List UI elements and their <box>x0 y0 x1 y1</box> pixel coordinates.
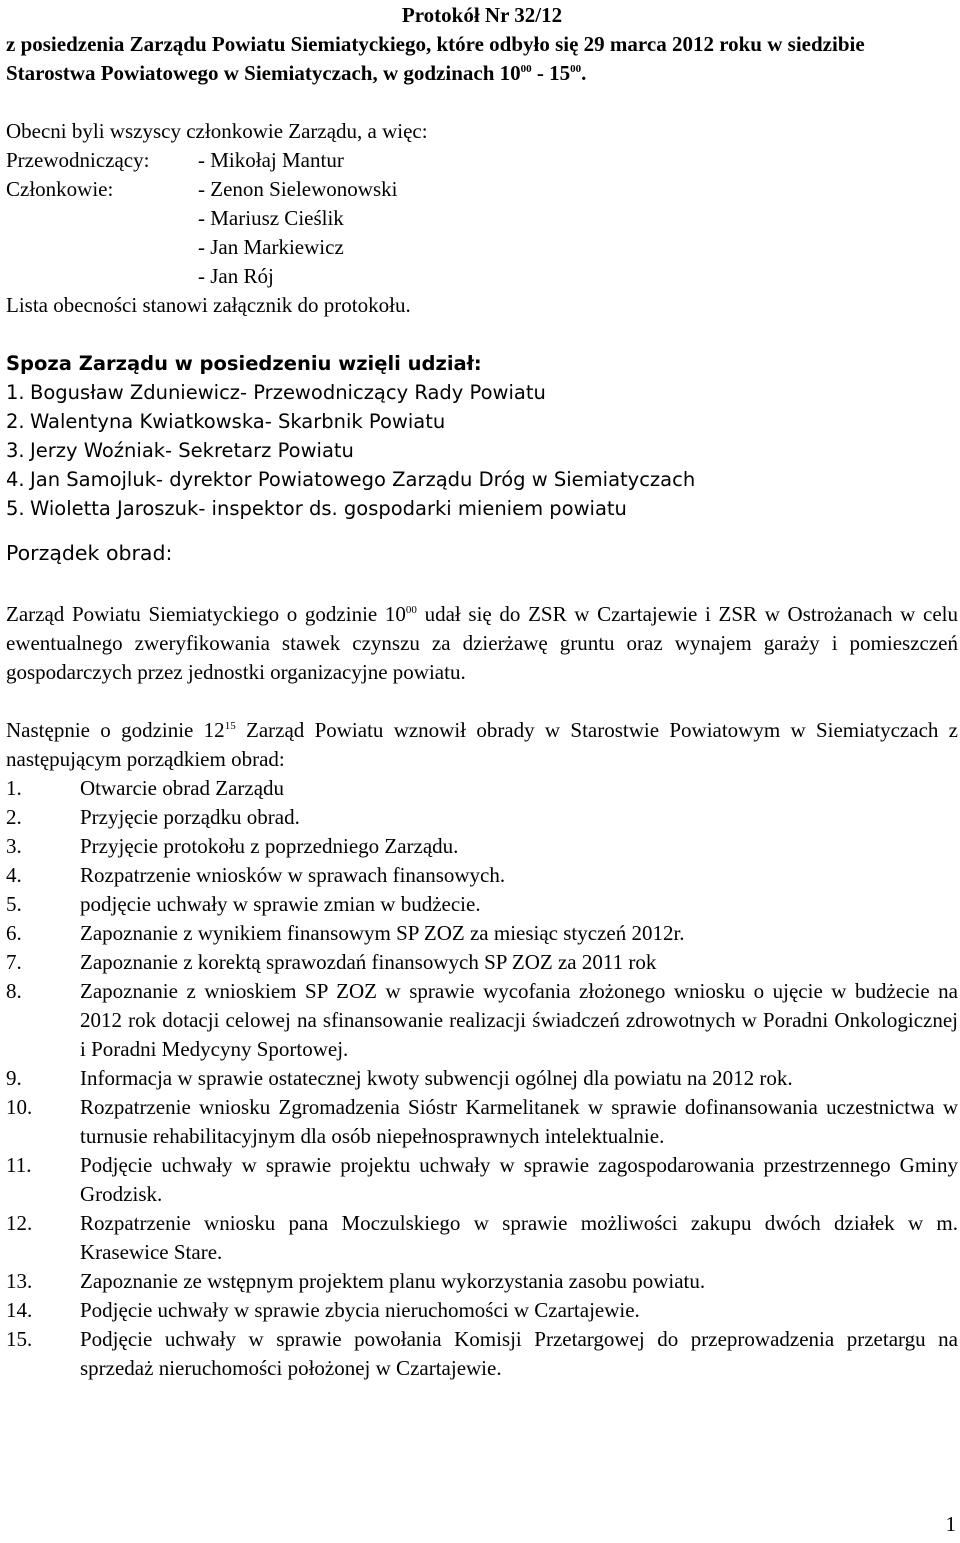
list-item: 2. Przyjęcie porządku obrad. <box>6 805 300 829</box>
page-number: 1 <box>945 1512 956 1536</box>
list-item: 3. Jerzy Woźniak- Sekretarz Powiatu <box>6 439 354 462</box>
list-item: 4. Rozpatrzenie wniosków w sprawach finansowych. <box>6 863 506 887</box>
protocol-title: Protokół Nr 32/12 <box>401 3 563 27</box>
members-label: Członkowie: <box>6 177 114 201</box>
list-item: 2. Walentyna Kwiatkowska- Skarbnik Powiatu <box>6 410 446 433</box>
list-item: 15. Podjęcie uchwały w sprawie powołania Komisji Przetargowej do przeprowadzenia przetargu na sprzedaż nieruchomości położonej w Czartajewie. <box>6 1327 958 1380</box>
member-name: - Jan Markiewicz <box>198 235 344 259</box>
attendance-chair-row <box>6 146 958 175</box>
list-item: 13. Zapoznanie ze wstępnym projektem planu wykorzystania zasobu powiatu. <box>6 1269 706 1293</box>
attendance-members-row <box>6 175 958 204</box>
document-page <box>6 0 958 1383</box>
chair-label: Przewodniczący: <box>6 148 150 172</box>
list-item: 5. podjęcie uchwały w sprawie zmian w budżecie. <box>6 892 481 916</box>
agenda-list <box>6 774 958 1383</box>
subtitle-end: . <box>581 61 587 85</box>
list-item: 4. Jan Samojluk- dyrektor Powiatowego Zarządu Dróg w Siemiatyczach <box>6 468 696 491</box>
list-item: 1. Otwarcie obrad Zarządu <box>6 776 285 800</box>
subtitle-text: z posiedzenia Zarządu Powiatu Siemiatyckiego, które odbyło się 29 marca 2012 roku w siedzibie Starostwa Powiatowego w Siemiatyczach, w godzinach 10 <box>6 32 865 85</box>
list-item: 8. Zapoznanie z wnioskiem SP ZOZ w sprawie wycofania złożonego wniosku o ujęcie w budżecie na 2012 rok dotacji celowej na sfinansowanie realizacji świadczeń zdrowotnych w Poradni Onkologicznej i Poradni Medycyny Sportowej. <box>6 979 958 1061</box>
list-item: 6. Zapoznanie z wynikiem finansowym SP ZOZ za miesiąc styczeń 2012r. <box>6 921 685 945</box>
attendance-intro: Obecni byli wszyscy członkowie Zarządu, a więc: <box>6 119 428 143</box>
list-item: 10. Rozpatrzenie wniosku Zgromadzenia Sióstr Karmelitanek w sprawie dofinansowania uczestnictwa w turnusie rehabilitacyjnym dla osób niepełnosprawnych intelektualnie. <box>6 1095 958 1148</box>
guests-heading: Spoza Zarządu w posiedzeniu wzięli udział: <box>6 352 482 375</box>
list-item: 1. Bogusław Zduniewicz- Przewodniczący Rady Powiatu <box>6 381 546 404</box>
list-item: 3. Przyjęcie protokołu z poprzedniego Zarządu. <box>6 834 459 858</box>
list-item: 11. Podjęcie uchwały w sprawie projektu uchwały w sprawie zagospodarowania przestrzennego Gminy Grodzisk. <box>6 1153 958 1206</box>
chair-name: - Mikołaj Mantur <box>198 148 344 172</box>
agenda-paragraph-visit: Zarząd Powiatu Siemiatyckiego o godzinie $10^{00}$ udał się do ZSR w Czartajewie i ZSR w Ostrożanach w celu ewentualnego zweryfikowania stawek czynszu za dzierżawę gruntu oraz wynajem garaży i pomieszczeń gospodarczych przez jednostki organizacyjne powiatu. <box>6 602 958 684</box>
attendance-note: Lista obecności stanowi załącznik do protokołu. <box>6 293 411 317</box>
member-name: - Jan Rój <box>198 264 274 288</box>
list-item: 5. Wioletta Jaroszuk- inspektor ds. gospodarki mieniem powiatu <box>6 497 627 520</box>
list-item: 7. Zapoznanie z korektą sprawozdań finansowych SP ZOZ za 2011 rok <box>6 950 657 974</box>
list-item: 12. Rozpatrzenie wniosku pana Moczulskiego w sprawie możliwości zakupu dwóch działek w m. Krasewice Stare. <box>6 1211 958 1264</box>
list-item: 9. Informacja w sprawie ostatecznej kwoty subwencji ogólnej dla powiatu na 2012 rok. <box>6 1066 793 1090</box>
subtitle-time-sep: - 15 <box>531 61 571 85</box>
list-item: 14. Podjęcie uchwały w sprawie zbycia nieruchomości w Czartajewie. <box>6 1298 640 1322</box>
member-name: - Mariusz Cieślik <box>198 206 344 230</box>
time-start-minutes: 00 <box>520 63 532 75</box>
protocol-subtitle <box>6 30 958 88</box>
time-end-minutes: 00 <box>570 63 582 75</box>
agenda-heading: Porządek obrad: <box>6 541 173 565</box>
guests-list <box>6 378 958 523</box>
member-name: - Zenon Sielewonowski <box>198 177 398 201</box>
agenda-paragraph-resume: Następnie o godzinie $12^{15}$ Zarząd Powiatu wznowił obrady w Starostwie Powiatowym w Siemiatyczach z następującym porządkiem obrad: <box>6 718 959 771</box>
